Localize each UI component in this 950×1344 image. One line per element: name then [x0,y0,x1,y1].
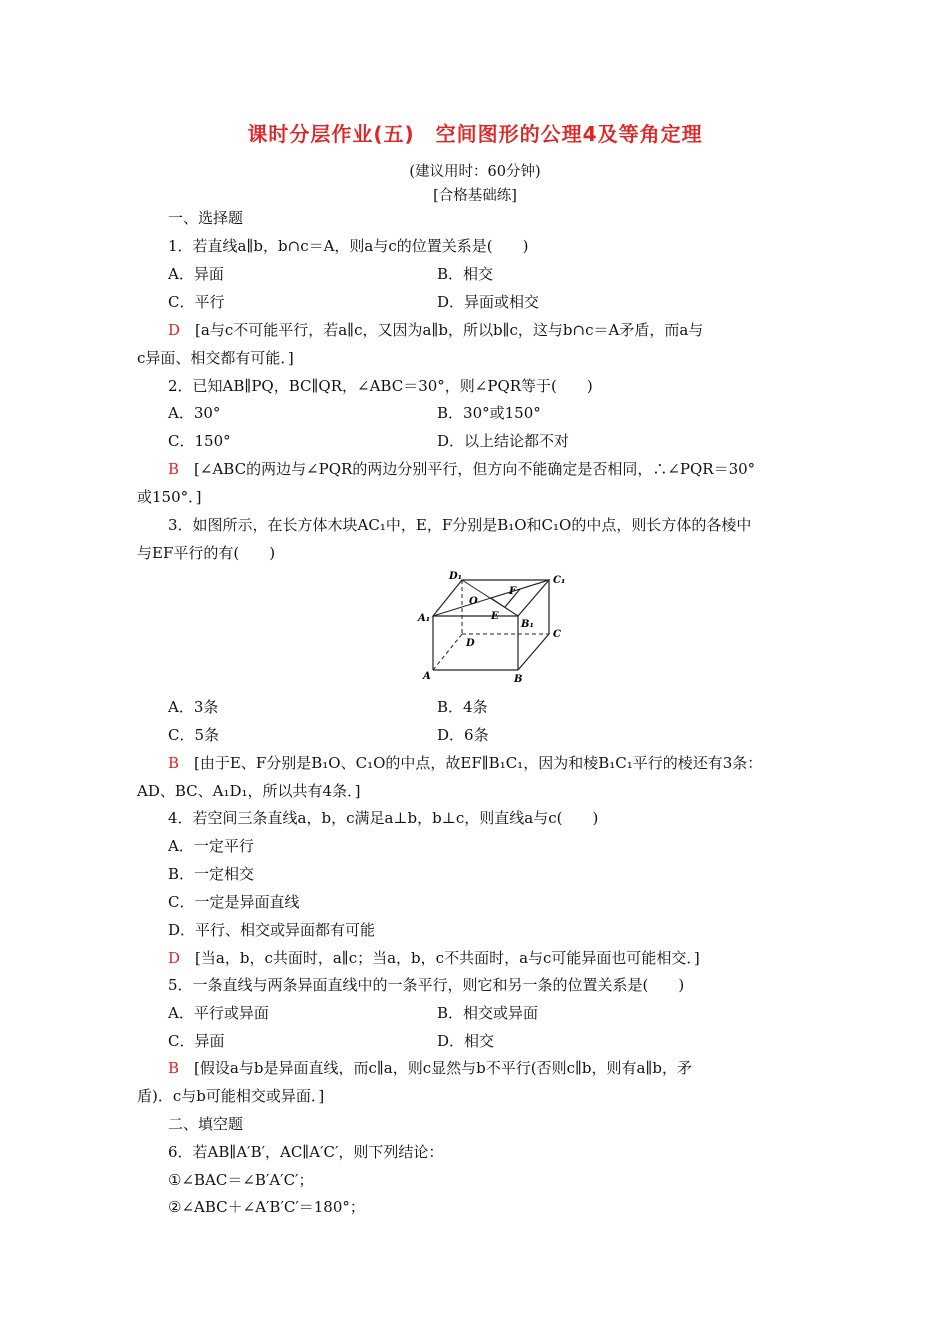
q4-answer: D [168,949,181,967]
label-a: A [423,671,431,682]
q2-option-d: D．以上结论都不对 [437,432,570,450]
q5-stem: 5．一条直线与两条异面直线中的一条平行，则它和另一条的位置关系是( ) [168,976,685,994]
q2-explanation [168,459,755,479]
q5-explanation-line1: [假设a与b是异面直线，而c∥a，则c显然与b不平行(否则c∥b，则有a∥b，矛 [194,1059,692,1077]
label-d1: D₁ [449,571,463,582]
q1-explanation-line1: [a与c不可能平行，若a∥c，又因为a∥b，所以b∥c，这与b∩c＝A矛盾，而a与 [195,321,704,339]
q6-stem: 6．若AB∥A′B′，AC∥A′C′，则下列结论： [168,1143,444,1161]
q3-stem-line1: 3．如图所示，在长方体木块AC₁中，E，F分别是B₁O和C₁O的中点，则长方体的各棱中 [168,516,752,534]
section-choice-heading: 一、选择题 [168,209,244,227]
q2-stem: 2．已知AB∥PQ，BC∥QR，∠ABC＝30°，则∠PQR等于( ) [168,377,593,395]
q1-option-c: C．平行 [168,293,225,311]
q3-stem-line2: 与EF平行的有( ) [137,544,276,562]
label-b: B [514,674,523,685]
suggested-time: (建议用时：60分钟) [409,164,541,180]
q3-answer: B [168,754,180,772]
q2-option-a: A．30° [168,404,221,422]
edge-ad-hidden [433,634,462,670]
q2-answer: B [168,460,180,478]
q1-stem: 1．若直线a∥b，b∩c＝A，则a与c的位置关系是( ) [168,237,529,255]
label-d: D [466,638,475,649]
q4-option-c: C．一定是异面直线 [168,893,300,911]
level-heading: [合格基础练] [433,188,517,204]
label-f: F [509,586,517,597]
q5-answer: B [168,1059,180,1077]
q1-option-a: A．异面 [168,265,224,283]
label-b1: B₁ [521,619,534,630]
q1-option-d: D．异面或相交 [437,293,540,311]
q3-explanation [168,753,762,773]
q5-option-b: B．相交或异面 [437,1004,539,1022]
q4-option-a: A．一定平行 [168,837,254,855]
q2-explanation-line1: [∠ABC的两边与∠PQR的两边分别平行，但方向不能确定是否相同，∴∠PQR＝30° [194,460,756,478]
q2-explanation-line2: 或150°．] [137,488,202,506]
q6-item2: ②∠ABC＋∠A′B′C′＝180°； [168,1198,365,1216]
q3-option-d: D．6条 [437,726,489,744]
q5-option-d: D．相交 [437,1032,495,1050]
q3-option-c: C．5条 [168,726,220,744]
q4-explanation [168,948,700,968]
q2-option-b: B．30°或150° [437,404,541,422]
q5-option-c: C．异面 [168,1032,225,1050]
edge-bc [518,634,549,670]
label-o: O [469,596,478,607]
q3-option-a: A．3条 [168,698,219,716]
q3-explanation-line1: [由于E、F分别是B₁O、C₁O的中点，故EF∥B₁C₁，因为和棱B₁C₁平行的棱还有3条： [194,754,763,772]
page-title: 课时分层作业(五) 空间图形的公理4及等角定理 [247,122,703,146]
section-fill-heading: 二、填空题 [168,1115,244,1133]
q2-option-c: C．150° [168,432,231,450]
q3-option-b: B．4条 [437,698,488,716]
q4-stem: 4．若空间三条直线a，b，c满足a⊥b，b⊥c，则直线a与c( ) [168,809,599,827]
q1-option-b: B．相交 [437,265,494,283]
q1-explanation [168,320,703,340]
q5-explanation-line2: 盾)．c与b可能相交或异面．] [137,1087,325,1105]
q1-explanation-line2: c异面、相交都有可能．] [137,349,294,367]
q4-option-b: B．一定相交 [168,865,255,883]
q5-option-a: A．平行或异面 [168,1004,269,1022]
q1-answer: D [168,321,181,339]
q4-explanation-line1: [当a，b，c共面时，a∥c；当a，b，c不共面时，a与c可能异面也可能相交．] [195,949,700,967]
q6-item1: ①∠BAC＝∠B′A′C′； [168,1171,314,1189]
label-c1: C₁ [553,575,566,586]
q3-explanation-line2: AD、BC、A₁D₁，所以共有4条．] [137,782,361,800]
q5-explanation [168,1058,692,1078]
label-e: E [491,611,499,622]
label-c: C [553,629,561,640]
label-a1: A₁ [418,613,431,624]
cuboid-figure [417,566,577,686]
q4-option-d: D．平行、相交或异面都有可能 [168,921,376,939]
